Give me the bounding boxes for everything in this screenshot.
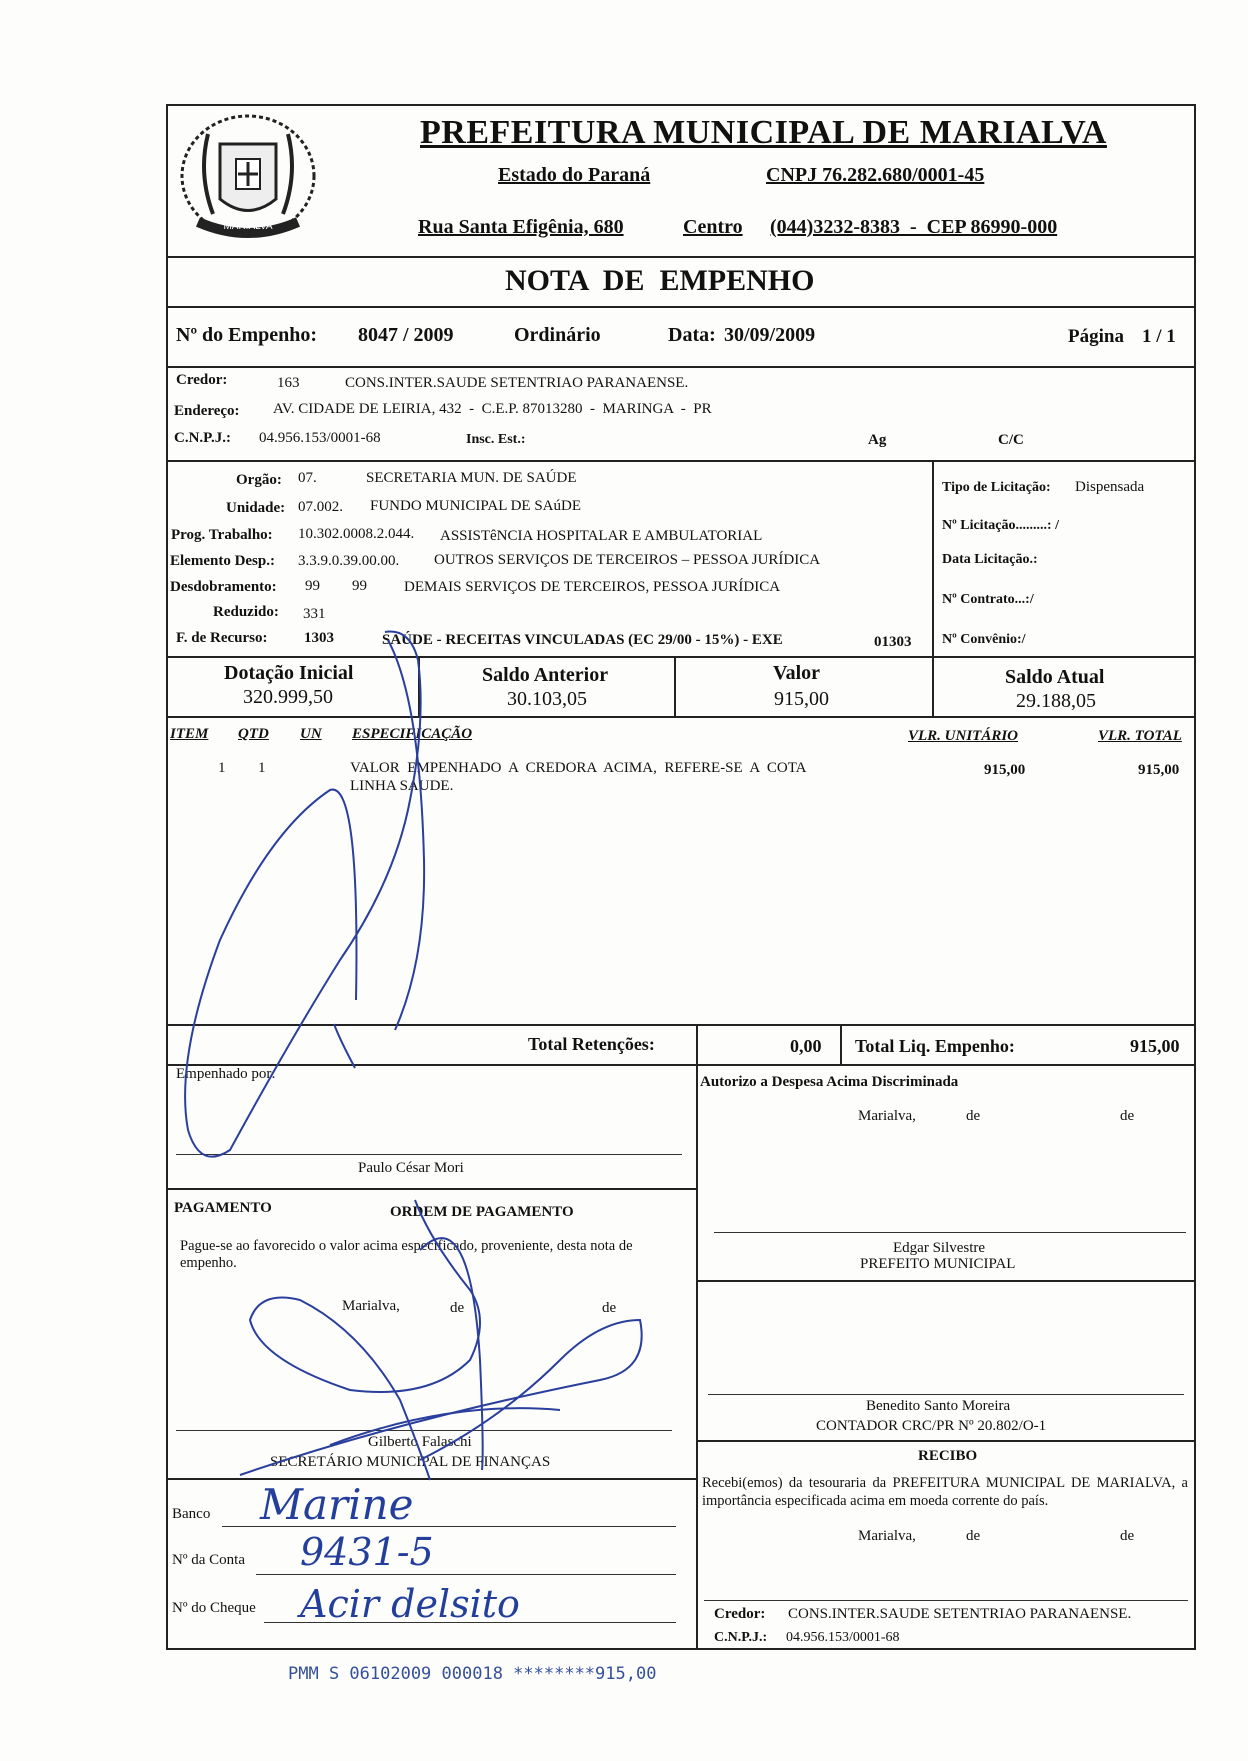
signature-line <box>714 1232 1186 1233</box>
coat-of-arms-icon <box>168 104 328 254</box>
item-qtd: 1 <box>258 760 266 776</box>
banco-handwritten: Marine <box>260 1480 414 1529</box>
divider <box>932 460 934 656</box>
pagamento-de2: de <box>602 1300 617 1316</box>
credor-label: Credor: <box>176 372 228 388</box>
empenho-date-label: Data: <box>668 324 716 346</box>
saldo-atual-label: Saldo Atual <box>1005 666 1105 688</box>
conta-line <box>256 1574 676 1575</box>
orgao: SECRETARIA MUN. DE SAÚDE <box>366 470 577 486</box>
item-description: VALOR EMPENHADO A CREDORA ACIMA, REFERE-SE A COTA <box>350 760 807 776</box>
elem-code: 3.3.9.0.39.00.00. <box>298 553 400 569</box>
org-title: PREFEITURA MUNICIPAL DE MARIALVA <box>420 114 1107 151</box>
recibo-text: Recebi(emos) da tesouraria da PREFEITURA MUNICIPAL DE MARIALVA, a importância especificada acima em moeda corrente do país. <box>702 1475 1188 1509</box>
divider <box>166 656 1196 658</box>
contador-name: Benedito Santo Moreira <box>866 1398 1011 1414</box>
district: Centro <box>683 216 743 238</box>
recurso: SAÚDE - RECEITAS VINCULADAS (EC 29/00 - 15%) - EXE <box>382 632 783 648</box>
col-especificacao: ESPECIFICAÇÃO <box>352 726 473 742</box>
divider <box>696 1280 1196 1282</box>
divider <box>418 656 420 716</box>
prog: ASSISTêNCIA HOSPITALAR E AMBULATORIAL <box>440 528 763 544</box>
unidade-code: 07.002. <box>298 499 343 515</box>
licitacao-tipo: Dispensada <box>1075 479 1145 495</box>
doc-title: NOTA DE EMPENHO <box>505 264 815 297</box>
col-qtd: QTD <box>238 726 269 742</box>
licitacao-data: Data Licitação.: <box>942 552 1038 567</box>
saldo-anterior-value: 30.103,05 <box>507 688 587 710</box>
item-description-2: LINHA SAUDE. <box>350 778 454 794</box>
item-total-value: 915,00 <box>1138 762 1180 778</box>
recibo-credor: CONS.INTER.SAUDE SETENTRIAO PARANAENSE. <box>788 1606 1132 1622</box>
reduzido: 331 <box>303 606 326 622</box>
pagamento-text: Pague-se ao favorecido o valor acima especificado, proveniente, desta nota de empenho. <box>180 1238 633 1271</box>
divider <box>696 1064 698 1650</box>
dotacao-value: 320.999,50 <box>243 686 333 708</box>
address-label: Endereço: <box>174 403 240 419</box>
recibo-cnpj-label: C.N.P.J.: <box>714 1630 768 1645</box>
page-number: 1 / 1 <box>1142 326 1176 347</box>
licitacao-convenio: Nº Convênio:/ <box>942 632 1026 647</box>
desdob: DEMAIS SERVIÇOS DE TERCEIROS, PESSOA JURÍDICA <box>404 579 781 595</box>
orgao-label: Orgão: <box>236 472 282 488</box>
dotacao-label: Dotação Inicial <box>224 662 354 684</box>
recibo-de2: de <box>1120 1528 1135 1544</box>
org-cnpj: CNPJ 76.282.680/0001-45 <box>766 164 985 186</box>
orgao-code: 07. <box>298 470 317 486</box>
retencoes-value: 0,00 <box>790 1036 822 1056</box>
credor-name: CONS.INTER.SAUDE SETENTRIAO PARANAENSE. <box>345 375 689 391</box>
item-unit-value: 915,00 <box>984 762 1026 778</box>
valor-value: 915,00 <box>774 688 829 710</box>
divider <box>166 366 1196 368</box>
col-un: UN <box>300 726 322 742</box>
recibo-credor-label: Credor: <box>714 1606 766 1622</box>
signature-line <box>176 1154 682 1155</box>
credor-code: 163 <box>277 375 300 391</box>
cheque-label: Nº do Cheque <box>172 1600 256 1616</box>
credor-cnpj-label: C.N.P.J.: <box>174 430 231 446</box>
ag-label: Ag <box>868 432 887 448</box>
divider <box>696 1024 698 1064</box>
prefeito-name: Edgar Silvestre <box>893 1240 986 1256</box>
col-vlr-unitario: VLR. UNITÁRIO <box>908 728 1019 744</box>
secretario-name: Gilberto Falaschi <box>368 1434 472 1450</box>
divider <box>696 1440 1196 1442</box>
empenhado-label: Empenhado por: <box>176 1066 276 1082</box>
recurso-code: 1303 <box>304 630 334 646</box>
ordem-pagamento-label: ORDEM DE PAGAMENTO <box>390 1204 574 1220</box>
prog-code: 10.302.0008.2.044. <box>298 526 415 542</box>
autorizo-de2: de <box>1120 1108 1135 1124</box>
recibo-place: Marialva, <box>858 1528 916 1544</box>
secretario-role: SECRETÁRIO MUNICIPAL DE FINANÇAS <box>270 1454 551 1470</box>
valor-label: Valor <box>773 662 821 684</box>
licitacao-tipo-label: Tipo de Licitação: <box>942 480 1051 495</box>
col-item: ITEM <box>170 726 209 742</box>
cheque-handwritten: Acir delsito <box>300 1582 520 1626</box>
retencoes-label: Total Retenções: <box>528 1034 655 1054</box>
banco-label: Banco <box>172 1506 211 1522</box>
divider <box>166 716 1196 718</box>
conta-handwritten: 9431-5 <box>300 1530 434 1574</box>
recibo-title: RECIBO <box>918 1448 978 1464</box>
divider <box>166 256 1196 258</box>
pagamento-de1: de <box>450 1300 465 1316</box>
empenhado-name: Paulo César Mori <box>358 1160 464 1176</box>
unidade-label: Unidade: <box>226 500 286 516</box>
recurso-label: F. de Recurso: <box>176 630 268 646</box>
col-vlr-total: VLR. TOTAL <box>1098 728 1182 744</box>
saldo-anterior-label: Saldo Anterior <box>482 664 609 686</box>
empenho-label: Nº do Empenho: <box>176 324 318 346</box>
desdob-a: 99 <box>305 578 320 594</box>
phone-cep: (044)3232-8383 - CEP 86990-000 <box>770 216 1058 238</box>
liq-empenho-label: Total Liq. Empenho: <box>855 1036 1015 1056</box>
licitacao-num: Nº Licitação.........: / <box>942 518 1059 533</box>
recibo-cnpj: 04.956.153/0001-68 <box>786 1630 900 1645</box>
prefeito-role: PREFEITO MUNICIPAL <box>860 1256 1016 1272</box>
divider <box>166 1024 1196 1026</box>
autorizo-place: Marialva, <box>858 1108 916 1124</box>
contador-role: CONTADOR CRC/PR Nº 20.802/O-1 <box>816 1418 1047 1434</box>
conta-label: Nº da Conta <box>172 1552 245 1568</box>
unidade: FUNDO MUNICIPAL DE SAúDE <box>370 498 581 514</box>
seal-text: MARIALVA <box>223 221 273 232</box>
cc-label: C/C <box>998 432 1024 448</box>
credor-cnpj: 04.956.153/0001-68 <box>259 430 381 446</box>
divider <box>166 460 1196 462</box>
signature-line <box>704 1600 1188 1601</box>
saldo-atual-value: 29.188,05 <box>1016 690 1096 712</box>
elem-label: Elemento Desp.: <box>170 553 275 569</box>
payment-stamp: PMM S 06102009 000018 ********915,00 <box>288 1664 657 1684</box>
liq-empenho-value: 915,00 <box>1130 1036 1180 1056</box>
divider <box>166 1064 1196 1066</box>
licitacao-contrato: Nº Contrato...:/ <box>942 592 1034 607</box>
prog-label: Prog. Trabalho: <box>171 527 273 543</box>
divider <box>166 306 1196 308</box>
page-label: Página <box>1068 326 1124 347</box>
signature-line <box>176 1430 672 1431</box>
recurso-num: 01303 <box>874 634 912 650</box>
autorizo-de1: de <box>966 1108 981 1124</box>
empenho-date: 30/09/2009 <box>724 324 816 346</box>
desdob-b: 99 <box>352 578 367 594</box>
divider <box>166 1188 696 1190</box>
pagamento-place: Marialva, <box>342 1298 400 1314</box>
state: Estado do Paraná <box>498 164 651 186</box>
desdob-label: Desdobramento: <box>170 579 277 595</box>
elem: OUTROS SERVIÇOS DE TERCEIROS – PESSOA JURÍDICA <box>434 552 821 568</box>
pagamento-label: PAGAMENTO <box>174 1200 272 1216</box>
credor-address: AV. CIDADE DE LEIRIA, 432 - C.E.P. 87013280 - MARINGA - PR <box>273 401 712 417</box>
insc-label: Insc. Est.: <box>466 432 526 447</box>
autorizo-title: Autorizo a Despesa Acima Discriminada <box>700 1074 959 1090</box>
empenho-number: 8047 / 2009 <box>358 324 454 346</box>
recibo-de1: de <box>966 1528 981 1544</box>
street: Rua Santa Efigênia, 680 <box>418 216 624 238</box>
divider <box>932 656 934 716</box>
divider <box>166 1478 696 1480</box>
empenho-type: Ordinário <box>514 324 601 346</box>
divider <box>674 656 676 716</box>
signature-line <box>708 1394 1184 1395</box>
item-number: 1 <box>218 760 226 776</box>
reduzido-label: Reduzido: <box>213 604 279 620</box>
divider <box>840 1024 842 1064</box>
